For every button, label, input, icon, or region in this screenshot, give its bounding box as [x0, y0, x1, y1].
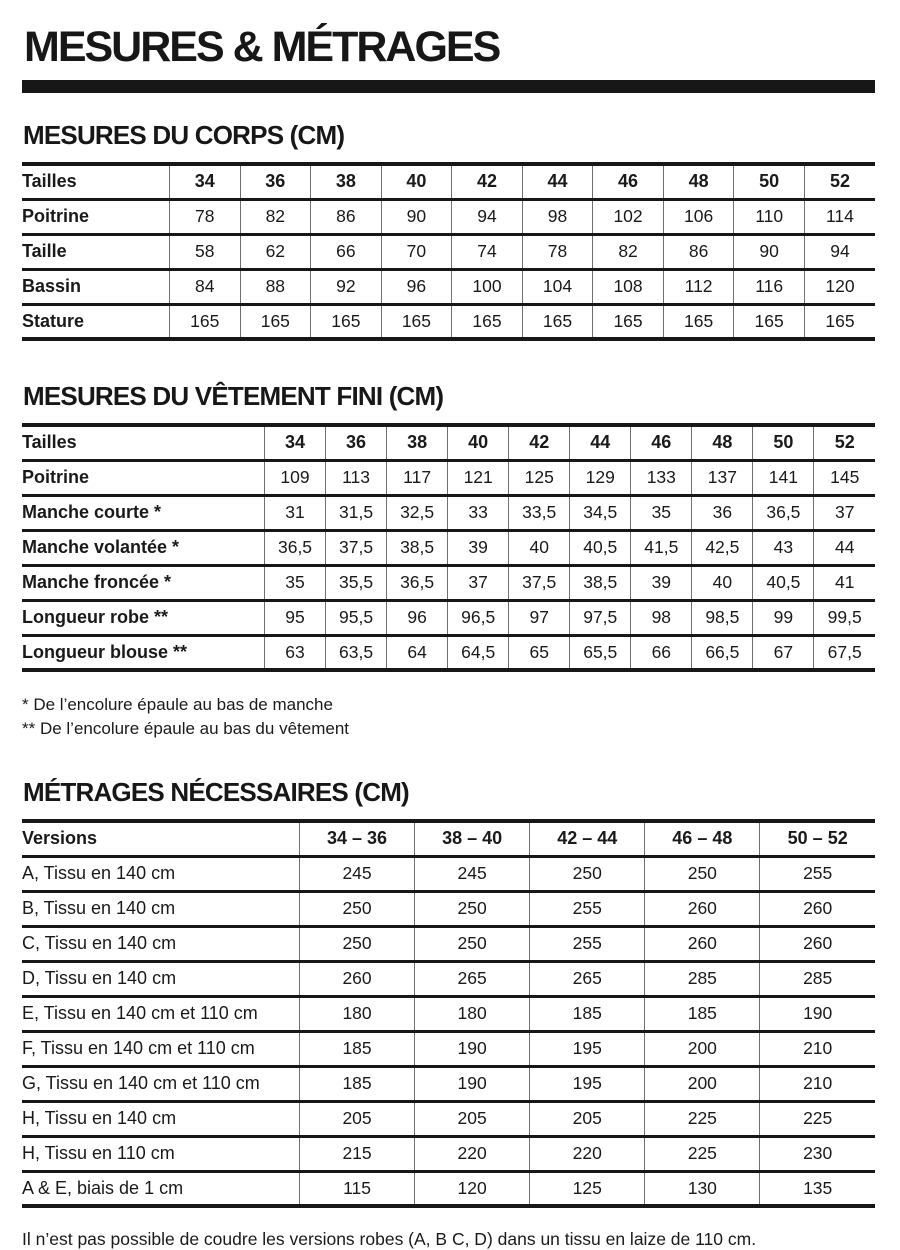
table-row: [22, 304, 875, 339]
value-cell: 98: [631, 600, 692, 635]
value-cell: 62: [240, 234, 311, 269]
table-header-row: [22, 425, 875, 460]
value-cell: 40: [509, 530, 570, 565]
size-header-cell: 46 – 48: [645, 821, 760, 856]
value-cell: 99,5: [814, 600, 875, 635]
value-cell: 190: [415, 1066, 530, 1101]
size-header-cell: 38: [311, 164, 382, 199]
value-cell: 95,5: [326, 600, 387, 635]
size-header-cell: 36: [326, 425, 387, 460]
value-cell: 37: [448, 565, 509, 600]
value-cell: 88: [240, 269, 311, 304]
value-cell: 185: [645, 996, 760, 1031]
value-cell: 34,5: [570, 495, 631, 530]
value-cell: 185: [530, 996, 645, 1031]
value-cell: 84: [170, 269, 241, 304]
value-cell: 165: [734, 304, 805, 339]
value-cell: 285: [760, 961, 875, 996]
value-cell: 39: [448, 530, 509, 565]
row-label-cell: A & E, biais de 1 cm: [22, 1177, 184, 1198]
section-heading-yardage: MÉTRAGES NÉCESSAIRES (CM): [23, 777, 409, 807]
table-row: [22, 530, 875, 565]
value-cell: 165: [311, 304, 382, 339]
table-row: [22, 1101, 875, 1136]
row-label-cell: G, Tissu en 140 cm et 110 cm: [22, 1073, 260, 1093]
value-cell: 31,5: [326, 495, 387, 530]
size-header-cell: 42 – 44: [530, 821, 645, 856]
row-label-cell: F, Tissu en 140 cm et 110 cm: [22, 1038, 255, 1058]
value-cell: 255: [530, 891, 645, 926]
row-label-cell: Manche courte *: [22, 502, 162, 522]
table-row: [22, 199, 875, 234]
value-cell: 165: [593, 304, 664, 339]
value-cell: 43: [753, 530, 814, 565]
size-header-cell: 44: [522, 164, 593, 199]
value-cell: 120: [415, 1171, 530, 1206]
value-cell: 260: [645, 891, 760, 926]
size-header-cell: 42: [452, 164, 523, 199]
row-label-cell: C, Tissu en 140 cm: [22, 933, 177, 953]
value-cell: 129: [570, 460, 631, 495]
value-cell: 210: [760, 1066, 875, 1101]
value-cell: 265: [530, 961, 645, 996]
size-header-cell: 40: [448, 425, 509, 460]
value-cell: 225: [760, 1101, 875, 1136]
value-cell: 165: [522, 304, 593, 339]
value-cell: 115: [300, 1171, 415, 1206]
table-row: [22, 926, 875, 961]
value-cell: 205: [300, 1101, 415, 1136]
value-cell: 82: [240, 199, 311, 234]
value-cell: 42,5: [692, 530, 753, 565]
body-measurements-table: [22, 162, 875, 341]
value-cell: 58: [170, 234, 241, 269]
value-cell: 106: [663, 199, 734, 234]
value-cell: 225: [645, 1136, 760, 1171]
value-cell: 104: [522, 269, 593, 304]
value-cell: 215: [300, 1136, 415, 1171]
value-cell: 70: [381, 234, 452, 269]
value-cell: 35,5: [326, 565, 387, 600]
value-cell: 165: [452, 304, 523, 339]
value-cell: 40: [692, 565, 753, 600]
header-label-cell: Versions: [22, 828, 98, 849]
value-cell: 86: [663, 234, 734, 269]
section-heading-body-measurements: MESURES DU CORPS (CM): [23, 120, 345, 150]
row-label-cell: H, Tissu en 140 cm: [22, 1108, 177, 1128]
footer-note: Il n’est pas possible de coudre les versions robes (A, B C, D) dans un tissu en laize de 110 cm.: [22, 1229, 757, 1249]
value-cell: 116: [734, 269, 805, 304]
section-heading-finished-garment: MESURES DU VÊTEMENT FINI (CM): [23, 381, 444, 411]
table-row: [22, 234, 875, 269]
value-cell: 95: [265, 600, 326, 635]
value-cell: 195: [530, 1066, 645, 1101]
value-cell: 31: [265, 495, 326, 530]
value-cell: 90: [381, 199, 452, 234]
size-header-cell: 34: [265, 425, 326, 460]
table-row: [22, 1031, 875, 1066]
value-cell: 190: [415, 1031, 530, 1066]
row-label-cell: H, Tissu en 110 cm: [22, 1143, 175, 1163]
footnotes-block: [22, 693, 875, 741]
value-cell: 220: [530, 1136, 645, 1171]
size-header-cell: 46: [631, 425, 692, 460]
value-cell: 250: [645, 856, 760, 891]
table-row: [22, 856, 875, 891]
value-cell: 225: [645, 1101, 760, 1136]
table-header-row: [22, 164, 875, 199]
size-header-cell: 42: [509, 425, 570, 460]
value-cell: 245: [300, 856, 415, 891]
value-cell: 112: [663, 269, 734, 304]
value-cell: 180: [300, 996, 415, 1031]
size-header-cell: 36: [240, 164, 311, 199]
value-cell: 260: [645, 926, 760, 961]
value-cell: 74: [452, 234, 523, 269]
value-cell: 265: [415, 961, 530, 996]
value-cell: 38,5: [387, 530, 448, 565]
value-cell: 255: [760, 856, 875, 891]
size-header-cell: 38: [387, 425, 448, 460]
value-cell: 63,5: [326, 635, 387, 670]
value-cell: 99: [753, 600, 814, 635]
value-cell: 185: [300, 1066, 415, 1101]
value-cell: 94: [452, 199, 523, 234]
value-cell: 165: [663, 304, 734, 339]
value-cell: 141: [753, 460, 814, 495]
row-label-cell: Taille: [22, 241, 67, 261]
size-header-cell: 46: [593, 164, 664, 199]
value-cell: 108: [593, 269, 664, 304]
value-cell: 92: [311, 269, 382, 304]
value-cell: 78: [522, 234, 593, 269]
value-cell: 120: [804, 269, 875, 304]
value-cell: 165: [240, 304, 311, 339]
table-row: [22, 495, 875, 530]
size-header-cell: 52: [814, 425, 875, 460]
value-cell: 94: [804, 234, 875, 269]
value-cell: 260: [760, 926, 875, 961]
value-cell: 97: [509, 600, 570, 635]
table-row: [22, 891, 875, 926]
value-cell: 165: [170, 304, 241, 339]
value-cell: 44: [814, 530, 875, 565]
value-cell: 121: [448, 460, 509, 495]
value-cell: 35: [265, 565, 326, 600]
row-label-cell: Longueur blouse **: [22, 641, 188, 662]
value-cell: 64,5: [448, 635, 509, 670]
value-cell: 250: [415, 891, 530, 926]
value-cell: 250: [300, 891, 415, 926]
size-header-cell: 50 – 52: [760, 821, 875, 856]
value-cell: 230: [760, 1136, 875, 1171]
value-cell: 33: [448, 495, 509, 530]
value-cell: 185: [300, 1031, 415, 1066]
footnote-sleeve: * De l’encolure épaule au bas de manche: [22, 695, 333, 714]
value-cell: 200: [645, 1066, 760, 1101]
value-cell: 36,5: [753, 495, 814, 530]
row-label-cell: Poitrine: [22, 467, 90, 487]
value-cell: 35: [631, 495, 692, 530]
value-cell: 40,5: [753, 565, 814, 600]
value-cell: 102: [593, 199, 664, 234]
table-row: [22, 269, 875, 304]
value-cell: 36,5: [265, 530, 326, 565]
value-cell: 285: [645, 961, 760, 996]
table-row: [22, 961, 875, 996]
value-cell: 41: [814, 565, 875, 600]
value-cell: 82: [593, 234, 664, 269]
value-cell: 96,5: [448, 600, 509, 635]
row-label-cell: D, Tissu en 140 cm: [22, 968, 177, 988]
value-cell: 190: [760, 996, 875, 1031]
value-cell: 63: [265, 635, 326, 670]
value-cell: 66,5: [692, 635, 753, 670]
value-cell: 96: [387, 600, 448, 635]
value-cell: 96: [381, 269, 452, 304]
row-label-cell: Stature: [22, 310, 85, 331]
size-header-cell: 34: [170, 164, 241, 199]
value-cell: 250: [300, 926, 415, 961]
value-cell: 64: [387, 635, 448, 670]
value-cell: 113: [326, 460, 387, 495]
value-cell: 205: [415, 1101, 530, 1136]
title-divider-bar: [22, 80, 875, 93]
row-label-cell: Poitrine: [22, 206, 90, 226]
size-header-cell: 34 – 36: [300, 821, 415, 856]
value-cell: 195: [530, 1031, 645, 1066]
value-cell: 37,5: [326, 530, 387, 565]
value-cell: 41,5: [631, 530, 692, 565]
header-label-cell: Tailles: [22, 171, 77, 192]
value-cell: 260: [760, 891, 875, 926]
value-cell: 38,5: [570, 565, 631, 600]
size-header-cell: 50: [734, 164, 805, 199]
value-cell: 137: [692, 460, 753, 495]
value-cell: 145: [814, 460, 875, 495]
value-cell: 135: [760, 1171, 875, 1206]
value-cell: 65: [509, 635, 570, 670]
value-cell: 86: [311, 199, 382, 234]
table-row: [22, 1066, 875, 1101]
row-label-cell: Bassin: [22, 276, 82, 296]
value-cell: 36,5: [387, 565, 448, 600]
value-cell: 37: [814, 495, 875, 530]
table-row: [22, 460, 875, 495]
footnote-garment: ** De l’encolure épaule au bas du vêtement: [22, 719, 349, 738]
table-header-row: [22, 821, 875, 856]
value-cell: 205: [530, 1101, 645, 1136]
value-cell: 200: [645, 1031, 760, 1066]
table-row: [22, 635, 875, 670]
size-header-cell: 48: [692, 425, 753, 460]
size-header-cell: 48: [663, 164, 734, 199]
value-cell: 180: [415, 996, 530, 1031]
value-cell: 114: [804, 199, 875, 234]
value-cell: 36: [692, 495, 753, 530]
value-cell: 100: [452, 269, 523, 304]
value-cell: 66: [311, 234, 382, 269]
row-label-cell: B, Tissu en 140 cm: [22, 898, 176, 918]
page-title: MESURES & MÉTRAGES: [24, 23, 500, 71]
value-cell: 40,5: [570, 530, 631, 565]
value-cell: 220: [415, 1136, 530, 1171]
value-cell: 250: [530, 856, 645, 891]
value-cell: 37,5: [509, 565, 570, 600]
value-cell: 255: [530, 926, 645, 961]
value-cell: 260: [300, 961, 415, 996]
value-cell: 98,5: [692, 600, 753, 635]
value-cell: 78: [170, 199, 241, 234]
value-cell: 109: [265, 460, 326, 495]
value-cell: 130: [645, 1171, 760, 1206]
value-cell: 32,5: [387, 495, 448, 530]
row-label-cell: Manche froncée *: [22, 572, 172, 592]
value-cell: 90: [734, 234, 805, 269]
value-cell: 125: [509, 460, 570, 495]
value-cell: 66: [631, 635, 692, 670]
row-label-cell: Longueur robe **: [22, 607, 169, 627]
table-row: [22, 1171, 875, 1206]
value-cell: 65,5: [570, 635, 631, 670]
row-label-cell: A, Tissu en 140 cm: [22, 863, 176, 883]
value-cell: 245: [415, 856, 530, 891]
size-header-cell: 52: [804, 164, 875, 199]
row-label-cell: E, Tissu en 140 cm et 110 cm: [22, 1003, 258, 1023]
value-cell: 110: [734, 199, 805, 234]
value-cell: 67: [753, 635, 814, 670]
value-cell: 210: [760, 1031, 875, 1066]
table-row: [22, 600, 875, 635]
size-header-cell: 40: [381, 164, 452, 199]
finished-garment-table: [22, 423, 875, 672]
table-row: [22, 565, 875, 600]
value-cell: 97,5: [570, 600, 631, 635]
value-cell: 98: [522, 199, 593, 234]
value-cell: 39: [631, 565, 692, 600]
value-cell: 33,5: [509, 495, 570, 530]
header-label-cell: Tailles: [22, 432, 77, 453]
size-header-cell: 50: [753, 425, 814, 460]
value-cell: 67,5: [814, 635, 875, 670]
value-cell: 165: [381, 304, 452, 339]
table-row: [22, 1136, 875, 1171]
size-header-cell: 44: [570, 425, 631, 460]
value-cell: 117: [387, 460, 448, 495]
value-cell: 133: [631, 460, 692, 495]
value-cell: 125: [530, 1171, 645, 1206]
table-row: [22, 996, 875, 1031]
value-cell: 165: [804, 304, 875, 339]
value-cell: 250: [415, 926, 530, 961]
yardage-table: [22, 819, 875, 1208]
size-header-cell: 38 – 40: [415, 821, 530, 856]
row-label-cell: Manche volantée *: [22, 537, 180, 557]
